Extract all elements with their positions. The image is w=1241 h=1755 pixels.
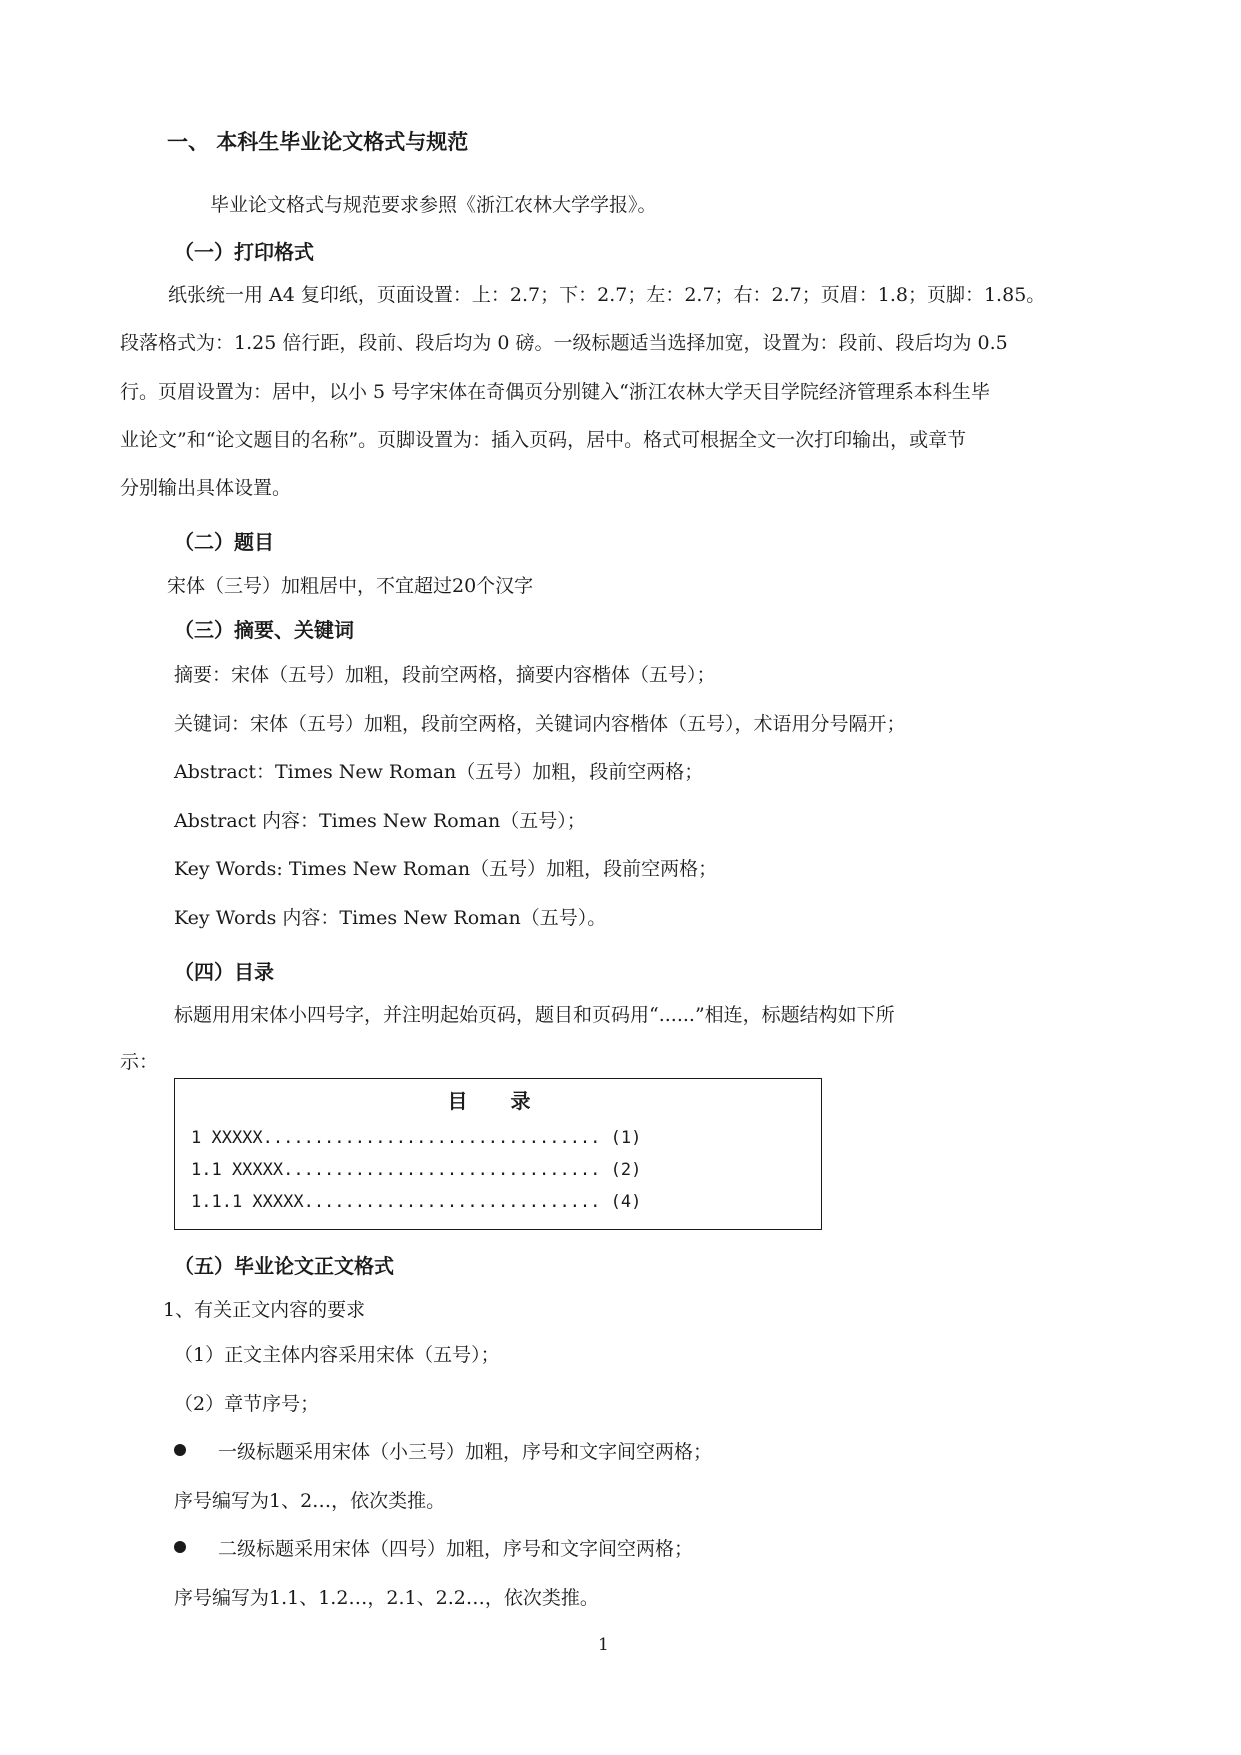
- body-format-subheading: 1、有关正文内容的要求: [163, 1299, 366, 1321]
- print-format-line: 分别输出具体设置。: [120, 477, 292, 499]
- bullet-note: 序号编写为1.1、1.2…，2.1、2.2…，依次类推。: [174, 1587, 599, 1609]
- toc-sample-box: [174, 1078, 822, 1230]
- body-format-item: （1）正文主体内容采用宋体（五号）；: [174, 1344, 500, 1366]
- bullet-item: 一级标题采用宋体（小三号）加粗，序号和文字间空两格；: [218, 1441, 713, 1463]
- bullet-item: 二级标题采用宋体（四号）加粗，序号和文字间空两格；: [218, 1538, 694, 1560]
- toc-description-line: 示：: [120, 1051, 159, 1073]
- abstract-rule-line: 摘要：宋体（五号）加粗，段前空两格，摘要内容楷体（五号）；: [174, 664, 716, 686]
- toc-sample-title: 目 录: [447, 1089, 549, 1113]
- print-format-line: 段落格式为：1.25 倍行距，段前、段后均为 0 磅。一级标题适当选择加宽，设置为：段前、段后均为 0.5: [120, 332, 1008, 354]
- abstract-rule-line: Abstract：Times New Roman（五号）加粗，段前空两格；: [174, 761, 704, 783]
- bullet-note: 序号编写为1、2…，依次类推。: [174, 1490, 446, 1512]
- toc-entry: 1 XXXXX................................. (1): [191, 1128, 642, 1148]
- section-print-format-title: （一）打印格式: [174, 240, 314, 264]
- abstract-rule-line: Key Words 内容：Times New Roman（五号）。: [174, 907, 607, 929]
- section-body-format-title: （五）毕业论文正文格式: [174, 1254, 394, 1278]
- intro-paragraph: 毕业论文格式与规范要求参照《浙江农林大学学报》。: [210, 194, 657, 216]
- abstract-rule-line: Key Words: Times New Roman（五号）加粗，段前空两格；: [174, 858, 718, 880]
- body-format-item: （2）章节序号；: [174, 1393, 320, 1415]
- toc-entry: 1.1.1 XXXXX............................. (4): [191, 1192, 642, 1212]
- section-abstract-title: （三）摘要、关键词: [174, 618, 354, 642]
- section-title-title: （二）题目: [174, 530, 274, 554]
- print-format-line: 业论文”和“论文题目的名称”。页脚设置为：插入页码，居中。格式可根据全文一次打印输出，或章节: [120, 429, 967, 451]
- bullet-icon: [174, 1444, 186, 1456]
- print-format-line: 纸张统一用 A4 复印纸，页面设置：上：2.7；下：2.7；左：2.7；右：2.7；页眉：1.8；页脚：1.85。: [168, 284, 1046, 306]
- abstract-rule-line: Abstract 内容：Times New Roman（五号）；: [174, 810, 586, 832]
- title-format-text: 宋体（三号）加粗居中，不宜超过20个汉字: [167, 575, 534, 597]
- heading-1: 一、 本科生毕业论文格式与规范: [167, 130, 469, 154]
- section-toc-title: （四）目录: [174, 960, 274, 984]
- bullet-icon: [174, 1541, 186, 1553]
- page-number: 1: [598, 1635, 609, 1655]
- abstract-rule-line: 关键词：宋体（五号）加粗，段前空两格，关键词内容楷体（五号），术语用分号隔开；: [174, 713, 906, 735]
- toc-description-line: 标题用用宋体小四号字，并注明起始页码，题目和页码用“......”相连，标题结构如下所: [174, 1004, 895, 1026]
- toc-entry: 1.1 XXXXX............................... (2): [191, 1160, 642, 1180]
- print-format-line: 行。页眉设置为：居中，以小 5 号字宋体在奇偶页分别键入“浙江农林大学天目学院经济管理系本科生毕: [120, 381, 990, 403]
